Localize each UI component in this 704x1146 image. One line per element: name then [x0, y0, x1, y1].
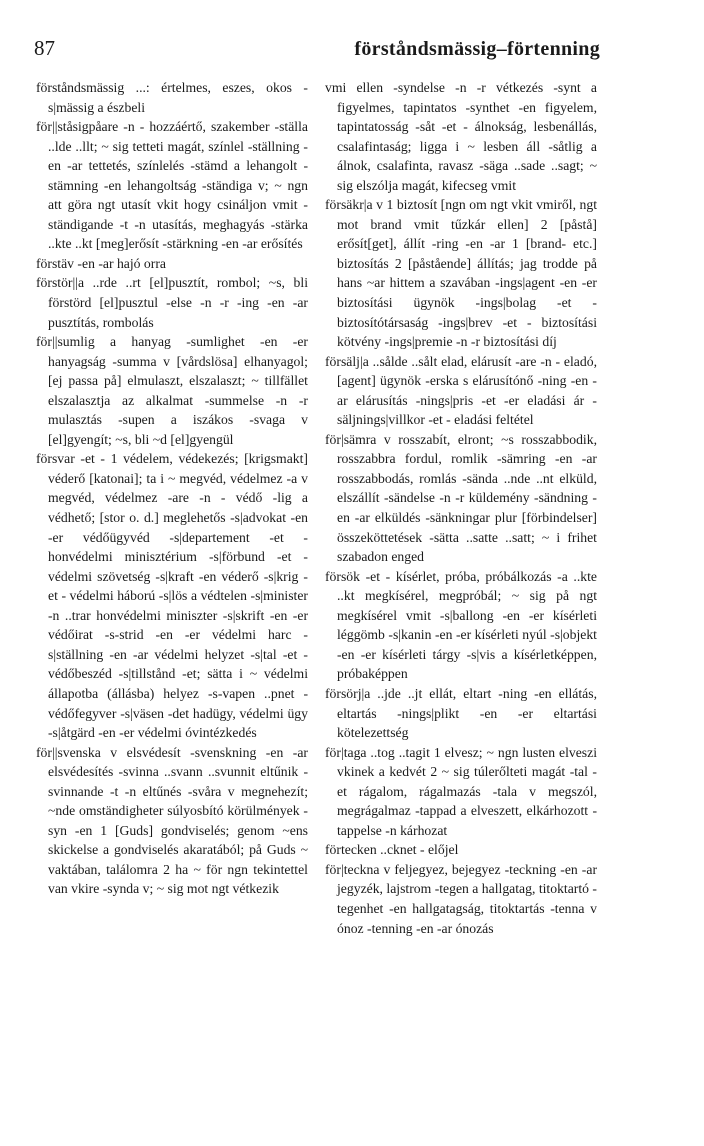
dictionary-entry: förstör||a ..rde ..rt [el]pusztít, rombol; ~s, bli förstörd [el]pusztul -else -n -r -ing -en -ar pusztítás, rombolás: [36, 275, 308, 330]
left-column: [36, 78, 308, 899]
dictionary-entry: för|taga ..tog ..tagit 1 elvesz; ~ ngn lusten elveszi vkinek a kedvét 2 ~ sig túlerőlteti magát -tal -et rágalom, rágalmazás -tala v megszól, megrágalmaz -tappad a elveszett, elkárhozott -tappelse -n kárhozat: [325, 744, 597, 838]
dictionary-entry: försök -et - kísérlet, próba, próbálkozás -a ..kte ..kt megkísérel, megpróbál; ~ sig på ngt megkísérel vmit -s|ballong -en -er kísérleti léggömb -s|kanin -en -er kísérleti nyúl -s|objekt -en -er kísérleti tárgy -s|vis a kísérletképpen, próbaképpen: [325, 568, 597, 682]
dictionary-entry: försälj|a ..sålde ..sålt elad, elárusít -are -n - eladó, [agent] ügynök -erska s elárusítónő -ning -en -ar elárusítás -nings|pris -et -er eladási ár -säljnings|villkor -et - eladási feltétel: [325, 353, 597, 428]
dictionary-entry: för||sumlig a hanyag -sumlighet -en -er hanyagság -summa v [vårdslösa] elhanyagol; [ej passa på] elmulaszt, elszalaszt; ~ tillfället elszalasztja az alkalmat -summelse -n -r mulasztás -supen a iszákos -svaga v [el]gyengít; ~s, bli ~d [el]gyengül: [36, 334, 308, 447]
dictionary-entry: försäkr|a v 1 biztosít [ngn om ngt vkit vmiről, ngt mot brand vmit tűzkár ellen] 2 [påstå] erősít[get], állít -ring -en -ar 1 [brand- etc.] biztosítás 2 [påstående] állítás; jag trodde på hans ~ar hittem a szavában -ings|agent -en -er biztosítási ügynök -ings|bolag -et - biztosítótársaság -ings|brev -et - biztosítási kötvény -ings|premie -n -r biztosítási díj: [325, 197, 597, 350]
dictionary-entry: för||svenska v elsvédesít -svenskning -en -ar elsvédesítés -svinna ..svann ..svunnit eltűnik -svinnande -t -n eltűnés -svåra v megnehezít; ~nde omständigheter súlyosbító körülmények -syn -en 1 [Guds] gondviselés; genom ~ens skickelse a gondviselés akaratából; på Guds ~ vaktában, találomra 2 ha ~ för ngn tekintettel van vkire -synda v; ~ sig mot ngt vétkezik: [36, 744, 308, 897]
dictionary-entry: förstäv -en -ar hajó orra: [36, 255, 166, 271]
dictionary-entry: för||ståsigpåare -n - hozzáértő, szakember -ställa ..lde ..llt; ~ sig tetteti magát, színlel -ställning -en -ar tettetés, színlelés -stämd a lehangolt -stämning -en lehangoltság -ständiga v; ~ ngn att göra ngt utasít vkit hogy csináljon vmit -ständigande -t -n utasítás, meghagyás -stärka ..kte ..kt [meg]erősít -stärkning -en -ar erősítés: [36, 119, 308, 252]
dictionary-entry: för|sämra v rosszabít, elront; ~s rosszabbodik, rosszabbra fordul, romlik -sämring -en -ar rosszabbodás, romlás -sända ..nde ..nt elküld, elszállít -sändelse -n -r küldemény -sändning -en -ar elküldés -sänkningar plur [förbindelser] összeköttetések -sätta ..satte ..satt; ~ i frihet szabadon enged: [325, 431, 597, 565]
page-number: 87: [34, 36, 55, 60]
dictionary-entry: vmi ellen -syndelse -n -r vétkezés -synt a figyelmes, tapintatos -synthet -en figyelem, tapintatosság -såt -et - álnokság, lesbenállás, csalafintaság; ligga i ~ lesben áll -såtlig a álnok, csalafinta, ravasz -säga ..sade ..sagt; ~ sig elszólja magát, kifecseg vmit: [325, 80, 597, 193]
running-head: förståndsmässig–förtenning: [354, 38, 600, 60]
dictionary-entry: försörj|a ..jde ..jt ellát, eltart -ning -en ellátás, eltartás -nings|plikt -en -er eltartási kötelezettség: [325, 685, 597, 741]
right-column: [325, 78, 597, 938]
dictionary-entry: förståndsmässig ...: értelmes, eszes, okos -s|mässig a észbeli: [36, 80, 308, 115]
dictionary-entry: förtecken ..cknet - előjel: [325, 842, 459, 858]
dictionary-entry: försvar -et - 1 védelem, védekezés; [krigsmakt] véderő [katonai]; ta i ~ megvéd, védelmez -a v megvéd, védelmez -are -n - védő -lig a védhető; [stor o. d.] meglehetős -s|advokat -en -er védőügyvéd -s|departement -et - honvédelmi minisztérium -s|förbund -et - védelmi szövetség -s|kraft -en véderő -s|krig -et - védelmi háború -s|lös a védtelen -s|minister -n ..trar honvédelmi miniszter -s|skrift -en -er védőirat -s-strid -en -er védelmi harc -s|ställning -en -ar védelmi helyzet -s|tal -et - védőbeszéd -s|tillstånd -et; sätta i ~ védelmi állapotba (állásba) helyez -s-vapen ..pnet - védőfegyver -s|väsen -det hadügy, védelmi ügy -s|åtgärd -en -er védelmi óvintézkedés: [36, 451, 308, 741]
dictionary-entry: för|teckna v feljegyez, bejegyez -teckning -en -ar jegyzék, lajstrom -tegen a hallgatag, titoktartó -tegenhet -en hallgatagság, titoktartás -tenna v ónoz -tenning -en -ar ónozás: [325, 861, 597, 936]
